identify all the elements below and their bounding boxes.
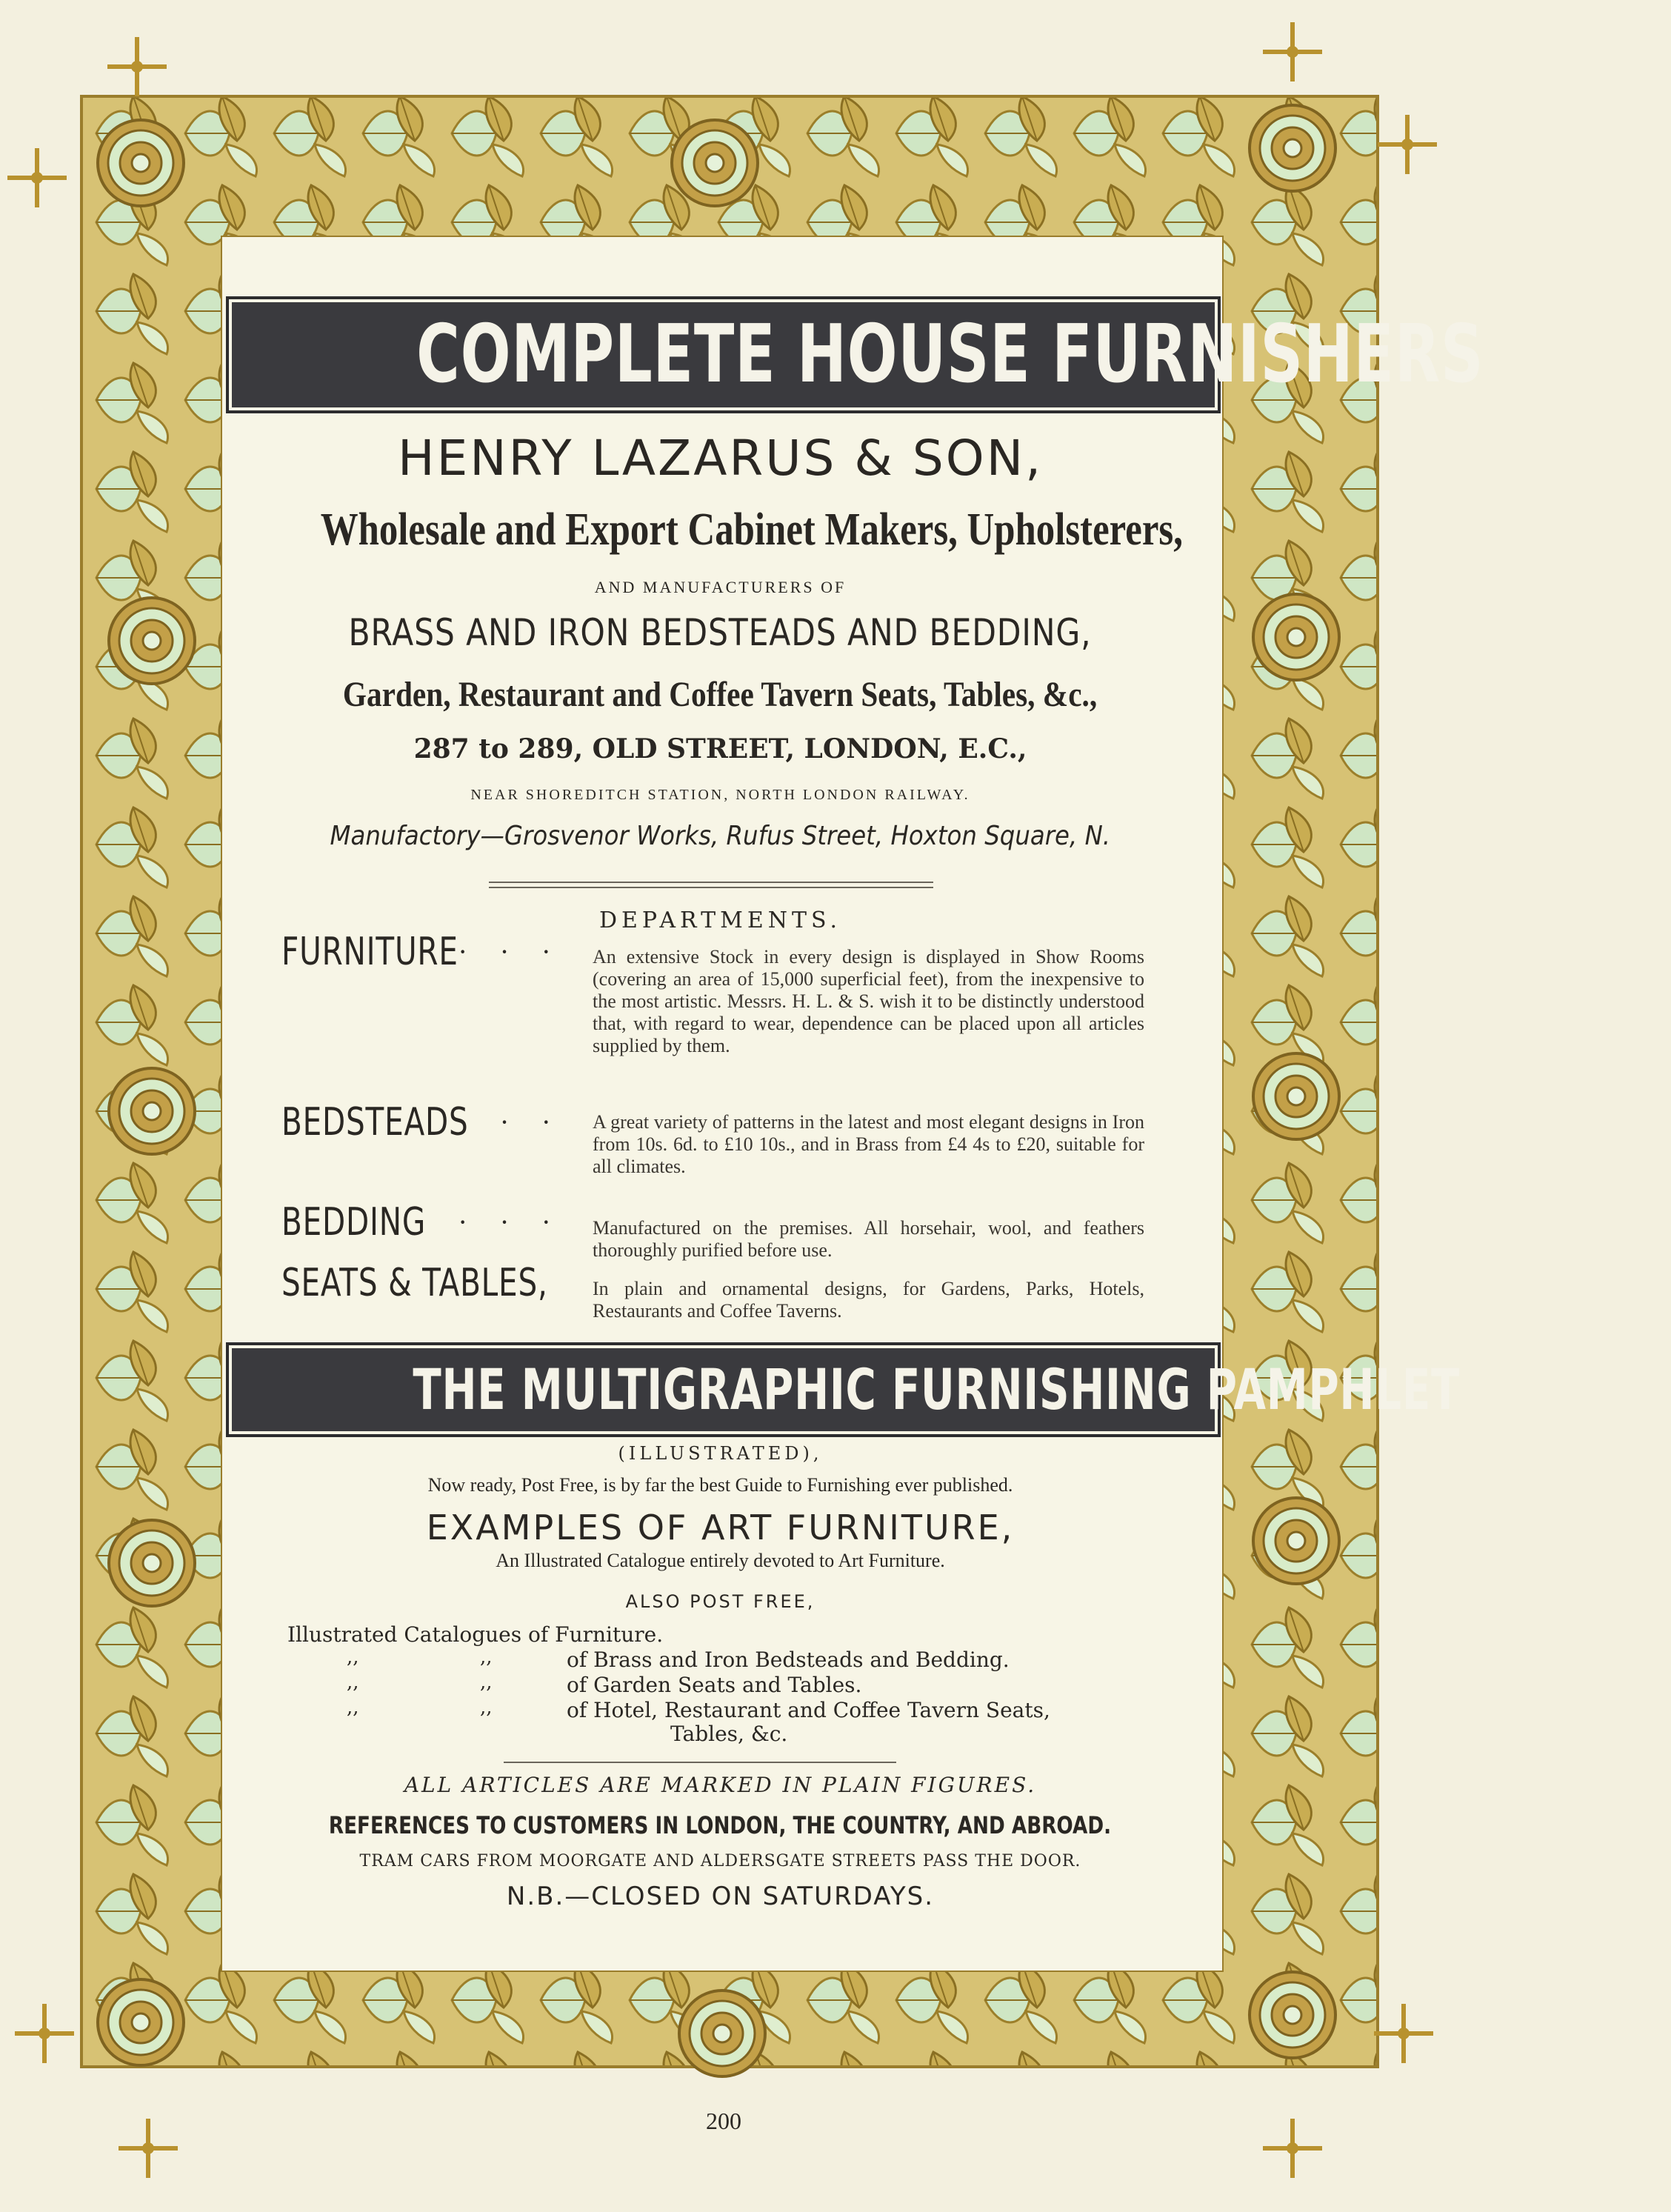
plain-figures-notice: ALL ARTICLES ARE MARKED IN PLAIN FIGURES. [404, 1773, 1037, 1797]
dept-dots: · · · [459, 1211, 565, 1234]
pamphlet-banner-text: THE MULTIGRAPHIC FURNISHING PAMPHLET [413, 1356, 1461, 1422]
closed-notice: N.B.—CLOSED ON SATURDAYS. [506, 1882, 935, 1911]
company-trade [226, 504, 1215, 556]
catalogue-first: Illustrated Catalogues of Furniture. [287, 1622, 664, 1647]
dept-dots: · · · [459, 941, 565, 964]
dept-desc-seats-tables: In plain and ornamental designs, for Gardens, Parks, Hotels, Restaurants and Coffee Taverns. [593, 1278, 1144, 1322]
catalogue-row: of Hotel, Restaurant and Coffee Tavern Seats, [567, 1698, 1050, 1722]
examples-description: An Illustrated Catalogue entirely devoted to Art Furniture. [496, 1550, 945, 1571]
page-number: 200 [706, 2108, 741, 2134]
ditto-mark: ,, [347, 1671, 359, 1693]
address: 287 to 289, OLD STREET, LONDON, E.C., [413, 733, 1027, 764]
references-text: REFERENCES TO CUSTOMERS IN LONDON, THE COUNTRY, AND ABROAD. [329, 1811, 1112, 1839]
dept-desc-bedding: Manufactured on the premises. All horsehair, wool, and feathers thoroughly purified before use. [593, 1217, 1144, 1261]
more-products-text: Garden, Restaurant and Coffee Tavern Seats, Tables, &c., [343, 675, 1098, 714]
products-heading-text: BRASS AND IRON BEDSTEADS AND BEDDING, [348, 611, 1093, 654]
also-post-free: ALSO POST FREE, [625, 1591, 816, 1612]
dept-label-bedding: BEDDING [281, 1200, 427, 1245]
header-banner-text: COMPLETE HOUSE FURNISHERS [416, 308, 1484, 401]
manufactory [226, 821, 1215, 851]
pamphlet-ready: Now ready, Post Free, is by far the best Guide to Furnishing ever published. [427, 1474, 1013, 1496]
dept-label-furniture: FURNITURE [281, 930, 458, 974]
ditto-mark: ,, [347, 1646, 359, 1668]
dept-dots: · · · [459, 1111, 565, 1134]
catalogue-row: of Brass and Iron Bedsteads and Bedding. [567, 1648, 1010, 1672]
more-products [226, 674, 1215, 715]
company-trade-text: Wholesale and Export Cabinet Makers, Upholsterers, [320, 504, 1183, 555]
and-manufacturers-text: AND MANUFACTURERS OF [594, 578, 847, 596]
near-station: NEAR SHOREDITCH STATION, NORTH LONDON RAILWAY. [470, 787, 970, 803]
ditto-mark: ,, [480, 1671, 493, 1693]
divider [489, 882, 933, 883]
divider [504, 1762, 896, 1763]
departments-title: DEPARTMENTS. [598, 907, 841, 933]
tram-notice: TRAM CARS FROM MOORGATE AND ALDERSGATE STREETS PASS THE DOOR. [359, 1852, 1081, 1870]
dept-desc-bedsteads: A great variety of patterns in the latest and most elegant designs in Iron from 10s. 6d. to £10 10s., and in Brass from £4 4s to £20, suitable for all climates. [593, 1111, 1144, 1177]
divider [489, 887, 933, 888]
ditto-mark: ,, [480, 1646, 493, 1668]
header-banner [226, 296, 1484, 413]
pamphlet-banner [226, 1342, 1461, 1437]
ditto-mark: ,, [347, 1696, 359, 1719]
dept-label-seats-tables: SEATS & TABLES, [281, 1261, 548, 1305]
references [226, 1811, 1215, 1839]
pamphlet-illustrated: (ILLUSTRATED), [618, 1443, 823, 1464]
catalogue-continuation: Tables, &c. [670, 1722, 788, 1746]
examples-heading: EXAMPLES OF ART FURNITURE, [426, 1508, 1015, 1548]
company-name: HENRY LAZARUS & SON, [397, 430, 1044, 487]
products-heading [226, 611, 1215, 654]
catalogue-row: of Garden Seats and Tables. [567, 1673, 862, 1697]
manufactory-text: Manufactory—Grosvenor Works, Rufus Street, Hoxton Square, N. [330, 821, 1111, 851]
ditto-mark: ,, [480, 1696, 493, 1719]
dept-desc-furniture: An extensive Stock in every design is displayed in Show Rooms (covering an area of 15,000 superficial feet), from the inexpensive to the most artistic. Messrs. H. L. & S. wish it to be distinctly understood that, with regard to wear, dependence can be placed upon all articles supplied by them. [593, 946, 1144, 1056]
dept-label-bedsteads: BEDSTEADS [281, 1100, 469, 1145]
